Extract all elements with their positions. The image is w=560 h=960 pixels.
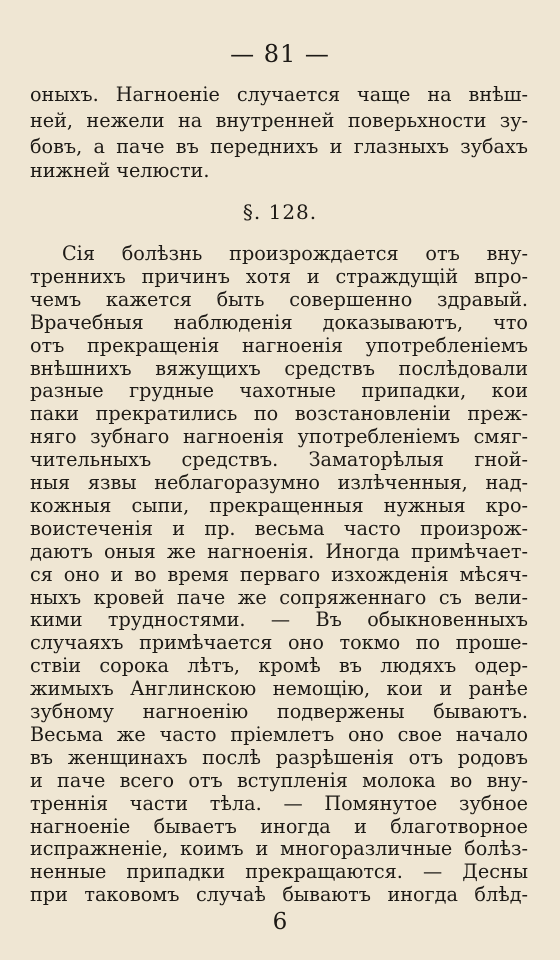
text-line: Сія болѣзнь произрождается отъ вну- [62,242,528,265]
text-line: Весьма же часто пріемлетъ оно свое начало [30,722,528,746]
text-line: паки прекратились по возстановленіи преж- [30,402,528,426]
text-line: чемъ кажется быть совершенно здравый. [30,287,528,311]
text-line: кожныя сыпи, прекращенныя нужныя кро- [30,493,528,517]
text-line: кими трудностями. — Въ обыкновенныхъ [30,608,528,632]
text-line: Врачебныя наблюденія доказываютъ, что [30,310,528,334]
text-line: испражненіе, коимъ и многоразличные болѣз- [30,837,528,861]
page-number: — 81 — [230,40,330,68]
text-line: внѣшнихъ вяжущихъ средствъ послѣдовали [30,356,528,380]
text-line: чительныхъ средствъ. Заматорѣлыя гной- [30,448,528,472]
text-line: зубному нагноенію подвержены бываютъ. [30,700,528,723]
text-line: ненные припадки прекращаются. — Десны [30,860,528,884]
text-line: разные грудные чахотные припадки, кои [30,379,528,403]
text-line: ней, нежели на внутренней поверьхности зу- [30,109,528,132]
text-line: случаяхъ примѣчается оно токмо по проше- [30,631,528,655]
text-line: ся оно и во время перваго изхожденія мѣсяч- [30,562,528,586]
text-line: нагноеніе бываетъ иногда и благотворное [30,814,528,838]
signature-mark: 6 [272,909,288,936]
text-line: и паче всего отъ вступленія молока во вну- [30,768,528,792]
text-line: треннихъ причинъ хотя и страждущій впро- [30,264,528,288]
text-line: няго зубнаго нагноенія употребленіемъ смяг- [30,425,528,449]
text-line: нижней челюсти. [30,159,210,182]
text-line: ствіи сорока лѣтъ, кромѣ въ людяхъ одер- [30,654,528,678]
text-line: ныхъ кровей паче же сопряженнаго съ вели- [30,585,528,609]
text-line: жимыхъ Англинскою немощію, кои и ранѣе [30,677,528,701]
text-line: ныя язвы неблагоразумно излѣченныя, над- [30,471,528,494]
text-line: воистеченія и пр. весьма часто произрож- [30,516,528,540]
text-line: даютъ оныя же нагноенія. Иногда примѣчает- [30,539,528,563]
section-heading: §. 128. [242,200,318,224]
text-line: треннія части тѣла. — Помянутое зубное [30,791,528,815]
text-line: оныхъ. Нагноеніе случается чаще на внѣш- [30,83,528,106]
text-line: въ женщинахъ послѣ разрѣшенія отъ родовъ [30,745,528,769]
text-line: при таковомъ случаѣ бываютъ иногда блѣд- [30,883,528,907]
text-line: бовъ, а паче въ переднихъ и глазныхъ зубахъ [30,135,528,158]
text-line: отъ прекращенія нагноенія употребленіемъ [30,333,528,357]
